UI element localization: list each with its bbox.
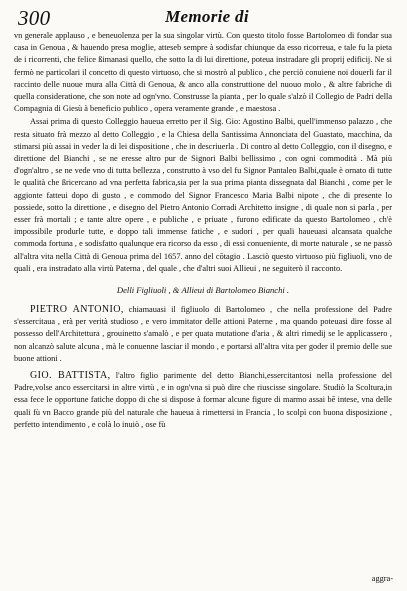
page-header (18, 4, 396, 30)
body-text (14, 30, 392, 431)
catchword: aggra- (371, 574, 393, 583)
entry-text: l'altro figlio parimente del detto Bianchi,essercitantosi nella professione del Padre,volse anco essercitarsi in altre virtù , e in ogn'vna si può dire che riuscisse singolare. Studiò la Scoltura,in essa fece le opportune fatiche doppo di che si dispose à formar alcune figure di marmo assai bē intese, vna delle quali fù vn Bacco grande più del naturale che haueua à rimettersi in Francia , lo scolpì con buona disposizione , perfetto intendimento , e colà lo inuiò , ose fù (14, 371, 393, 429)
section-heading: Delli Figliuoli , & Allieui di Bartolomeo Bianchi . (116, 285, 290, 296)
paragraph: Assai prima di questo Colleggio haueua erretto per il Sig. Gio: Agostino Balbi, quell'immenso palazzo , che resta situato frà mezzo al detto Colleggio , e la Chiesa della Santissima Annonciata del Guastato, macchina, da stimarsi più assai in veder la di lei dispositione , che in descriuerla . Di contro al detto Colleggio, con il disegno, e direttione del Bianchi , se ne eresse altro pur de Signori Balbi bellissimo , con ogni commodità . Mà più d'ogn'altro , se ne vede vno di tutta bellezza , construtto à vso del fu Signor Pantaleo Balbi,quale è ornato di tutte le qualità che ßricercano ad vna perfetta fabrica,sia per la sua prima pianta dissegnata dal Bianchi , come per le aggionte fatteui dopo di gusto , e commodo del Signor Francesco Maria Balbi nipote , che di presente lo possiede, sotto la direttione , e disegno del Pietro Antonio Corradi Architetto insigne , di quale non si parla , per esser frà mortali ; e tante altre opere , e publiche , e priuate , furono edificate da questo Bartolomeo , ch'è impossibile produrle tutte, e doppo tali immense fatiche , e sudori , per quali haueuasi alcansata qualche commoda fortuna , e sodisfatto qualunque era ricorso da esso , di essi conueniente, di morte naturale , se ne passò all'altra vita nella Città di Genoua prima del 1657. anno del cōtagio . Lasciò questo virtuoso più figliuoli, vno de quali , era instradato alla virtù Paterna , del quale , che d'altri suoi Allieui , ne seguiterò il racconto. (14, 117, 392, 273)
biography-entry (14, 370, 392, 431)
running-title: Memorie di (165, 7, 249, 26)
page-number: 300 (18, 6, 51, 30)
biography-entry (14, 304, 392, 365)
entry-name: PIETRO ANTONIO, (30, 304, 124, 316)
entry-name: GIO. BATTISTA, (30, 370, 111, 382)
paragraph: vn generale applauso , e beneuolenza per la sua singolar virtù. Con questo titolo fosse Bartolomeo di fondar sua casa in Genoua , & hauendo presa moglie, atteseb sempre à sodisfar chiunque da esso ricorreua, e tale fu la pieta de i ricorrenti, che felice ßimanasi quello, che sotto la di lui direttione, poteua instradare gli proprij edificij. Ne si fermò ne particolari il concetto di questo virtuoso, che si mostrò al publico , che perciò conuiene noi douerli far il raccinto delle nuoue mura alla Città di Genoua, & anco alla construttione del nuouo molo , & altre fabriche di quella consideratione, che son note ad ogn'vno. Construsse la pianta , per lo quale s'alzò il Collegio de Padri della Compagnia di Giesù à beneficio publico , opera veramente grande , e maestosa . (14, 31, 392, 114)
entry-text: chiamauasi il figliuolo di Bartolomeo , che nella professione del Padre s'essercitaua , erà per verità studioso , e vero immitator delle attioni Paterne , ma quando poteuasi dire fosse al possesso dell'Architettura , grouinetto s'amalò , e per quata mutatione d'aria , & altri rimedij se le applicassero , non alcanzò salute alcuna , mà le conuenne lasciar il mondo , e portarsi all'altra vita per goder il premio delle sue buone attioni . (14, 305, 392, 363)
